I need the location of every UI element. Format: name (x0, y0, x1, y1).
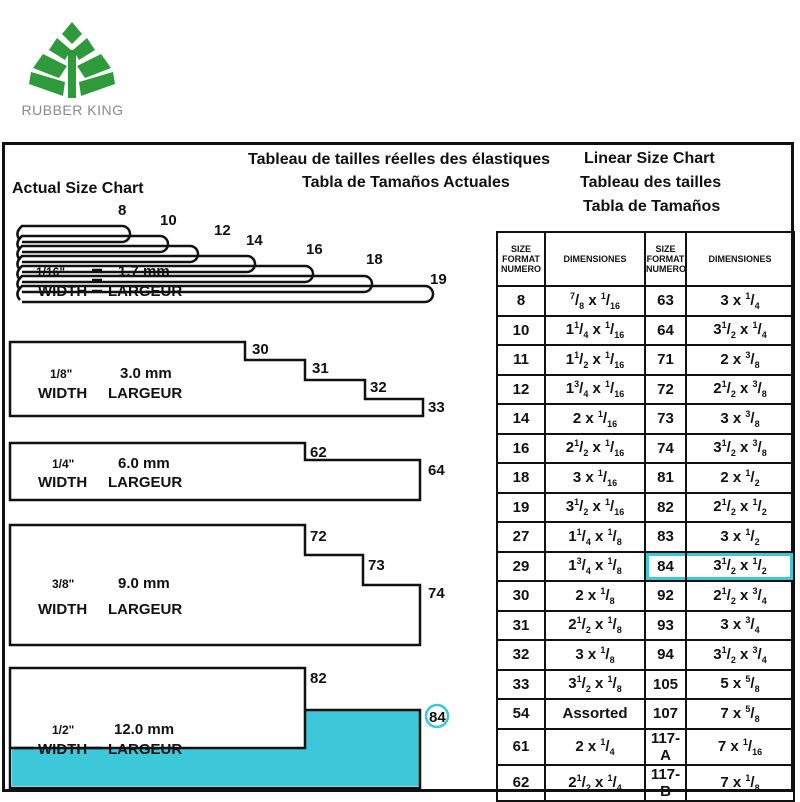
size-cell: 74 (645, 434, 686, 464)
size-cell: 27 (497, 522, 545, 552)
dimension-cell: 3 x $^1/_2$ (686, 522, 794, 552)
size-cell: 33 (497, 670, 545, 700)
size-cell: 105 (645, 670, 686, 700)
size-cell: 14 (497, 404, 545, 434)
table-row (497, 611, 794, 641)
size-cell: 18 (497, 463, 545, 493)
size-label: 18 (366, 251, 383, 268)
size-cell: 81 (645, 463, 686, 493)
size-cell: 93 (645, 611, 686, 641)
largeur-label: LARGEUR (108, 741, 183, 758)
dimension-cell: 5 x $^5/_8$ (686, 670, 794, 700)
size-cell: 12 (497, 375, 545, 405)
size-cell: 64 (645, 316, 686, 346)
width-label: WIDTH (38, 741, 88, 758)
size-cell: 92 (645, 581, 686, 611)
size-label: 30 (252, 341, 269, 358)
size-cell: 83 (645, 522, 686, 552)
dimension-cell: 3 x $^1/_{16}$ (545, 463, 645, 493)
dimension-cell: $3^1/_2$ x $^3/_8$ (686, 434, 794, 464)
size-cell: 29 (497, 552, 545, 582)
col-header-dimensions: DIMENSIONES (545, 232, 645, 286)
size-cell: 72 (645, 375, 686, 405)
size-label: 82 (310, 670, 327, 687)
size-cell: 117-A (645, 729, 686, 765)
size-label: 8 (118, 202, 127, 219)
dimension-cell: Assorted (545, 699, 645, 729)
dimension-cell: $2^1/_2$ x $^1/_{16}$ (545, 434, 645, 464)
width-mm-label: 3.0 mm (120, 365, 172, 382)
largeur-label: LARGEUR (108, 474, 183, 491)
size-cell: 54 (497, 699, 545, 729)
dimension-cell: 2 x $^1/_2$ (686, 463, 794, 493)
table-row (497, 345, 794, 375)
size-cell: 8 (497, 286, 545, 316)
table-row (497, 729, 794, 765)
table-row (497, 404, 794, 434)
title-linear-es: Tabla de Tamaños (583, 198, 721, 215)
table-row (497, 493, 794, 523)
title-spanish: Tabla de Tamaños Actuales (302, 174, 510, 191)
size-label: 64 (428, 462, 445, 479)
size-cell: 32 (497, 640, 545, 670)
dimension-cell: 2 x $^1/_{16}$ (545, 404, 645, 434)
dimension-cell: 2 x $^3/_8$ (686, 345, 794, 375)
size-cell: 16 (497, 434, 545, 464)
dimension-cell: $1^1/_4$ x $^1/_8$ (545, 522, 645, 552)
dimension-cell: $3^1/_2$ x $^1/_{16}$ (545, 493, 645, 523)
size-label: 31 (312, 360, 329, 377)
size-cell: 117-B (645, 765, 686, 801)
title-linear: Linear Size Chart (584, 150, 715, 167)
dimension-cell: $1^1/_4$ x $^1/_{16}$ (545, 316, 645, 346)
dimension-cell: 2 x $^1/_4$ (545, 729, 645, 765)
width-mm-label: 12.0 mm (114, 721, 175, 738)
size-cell: 94 (645, 640, 686, 670)
dimension-cell: 3 x $^1/_8$ (545, 640, 645, 670)
dimension-cell: 7 x $^1/_8$ (686, 765, 794, 801)
size-label: 12 (214, 222, 231, 239)
size-label: 32 (370, 379, 387, 396)
size-cell: 11 (497, 345, 545, 375)
size-cell: 63 (645, 286, 686, 316)
width-label: WIDTH (38, 474, 88, 491)
table-row (497, 670, 794, 700)
dimension-cell: $3^1/_2$ x $^3/_4$ (686, 640, 794, 670)
dimension-cell: $2^1/_2$ x $^3/_4$ (686, 581, 794, 611)
size-cell: 84 (645, 552, 686, 582)
table-row (497, 375, 794, 405)
width-inch-label: 1/2" (52, 723, 75, 737)
table-row (497, 581, 794, 611)
size-cell: 71 (645, 345, 686, 375)
elastic-band-1-4 (10, 443, 420, 500)
size-cell: 82 (645, 493, 686, 523)
width-label: WIDTH (38, 283, 88, 300)
title-linear-fr: Tableau des tailles (580, 174, 722, 191)
linear-size-table (496, 231, 795, 802)
dimension-cell: $3^1/_2$ x $^1/_4$ (686, 316, 794, 346)
table-row (497, 699, 794, 729)
brand-name: RUBBER KING (21, 102, 124, 118)
width-inch-label: 3/8" (52, 577, 75, 591)
size-label: 73 (368, 557, 385, 574)
table-row (497, 463, 794, 493)
size-cell: 10 (497, 316, 545, 346)
size-label: 19 (430, 271, 447, 288)
elastic-loop (17, 236, 168, 252)
size-label: 33 (428, 399, 445, 416)
largeur-label: LARGEUR (108, 601, 183, 618)
size-cell: 107 (645, 699, 686, 729)
dimension-cell: 7 x $^1/_{16}$ (686, 729, 794, 765)
size-label: 72 (310, 528, 327, 545)
dimension-cell: $2^1/_2$ x $^1/_8$ (545, 611, 645, 641)
size-label: 62 (310, 444, 327, 461)
size-label: 84 (429, 709, 446, 726)
size-label: 74 (428, 585, 445, 602)
dimension-cell: $2^1/_2$ x $^1/_4$ (545, 765, 645, 801)
width-mm-label: 1.7 mm (118, 263, 170, 280)
col-header-size-2: SIZE FORMAT NUMERO (645, 232, 686, 286)
table-header-row (497, 232, 794, 286)
width-inch-label: 1/4" (52, 457, 75, 471)
title-actual-size: Actual Size Chart (12, 180, 144, 197)
largeur-label: LARGEUR (108, 283, 183, 300)
dimension-cell: 3 x $^1/_4$ (686, 286, 794, 316)
dimension-cell: $3^1/_2$ x $^1/_2$ (686, 552, 794, 582)
dimension-cell: $1^3/_4$ x $^1/_8$ (545, 552, 645, 582)
table-row (497, 434, 794, 464)
dimension-cell: 3 x $^3/_8$ (686, 404, 794, 434)
dimension-cell: $1^1/_2$ x $^1/_{16}$ (545, 345, 645, 375)
table-row (497, 522, 794, 552)
dimension-cell: 2 x $^1/_8$ (545, 581, 645, 611)
dimension-cell: 7 x $^5/_8$ (686, 699, 794, 729)
size-cell: 19 (497, 493, 545, 523)
table-row (497, 640, 794, 670)
size-cell: 62 (497, 765, 545, 801)
table-row (497, 286, 794, 316)
width-label: WIDTH (38, 385, 88, 402)
size-label: 14 (246, 232, 263, 249)
dimension-cell: $2^1/_2$ x $^3/_8$ (686, 375, 794, 405)
size-label: 16 (306, 241, 323, 258)
width-label: WIDTH (38, 601, 88, 618)
width-mm-label: 6.0 mm (118, 455, 170, 472)
dimension-cell: $2^1/_2$ x $^1/_2$ (686, 493, 794, 523)
size-cell: 61 (497, 729, 545, 765)
col-header-size: SIZE FORMAT NUMERO (497, 232, 545, 286)
dimension-cell: $^7/_8$ x $^1/_{16}$ (545, 286, 645, 316)
table-row (497, 765, 794, 801)
col-header-dimensions-2: DIMENSIONES (686, 232, 794, 286)
dimension-cell: 3 x $^3/_4$ (686, 611, 794, 641)
width-inch-label: 1/8" (50, 367, 73, 381)
size-cell: 31 (497, 611, 545, 641)
dimension-cell: $3^1/_2$ x $^1/_8$ (545, 670, 645, 700)
size-label: 10 (160, 212, 177, 229)
table-row (497, 316, 794, 346)
width-inch-label: 1/16" (36, 265, 66, 279)
largeur-label: LARGEUR (108, 385, 183, 402)
size-cell: 30 (497, 581, 545, 611)
title-french: Tableau de tailles réelles des élastiques (248, 151, 551, 168)
elastic-loop (17, 246, 198, 262)
elastic-loop (17, 226, 130, 242)
width-mm-label: 9.0 mm (118, 575, 170, 592)
dimension-cell: $1^3/_4$ x $^1/_{16}$ (545, 375, 645, 405)
table-row (497, 552, 794, 582)
size-cell: 73 (645, 404, 686, 434)
